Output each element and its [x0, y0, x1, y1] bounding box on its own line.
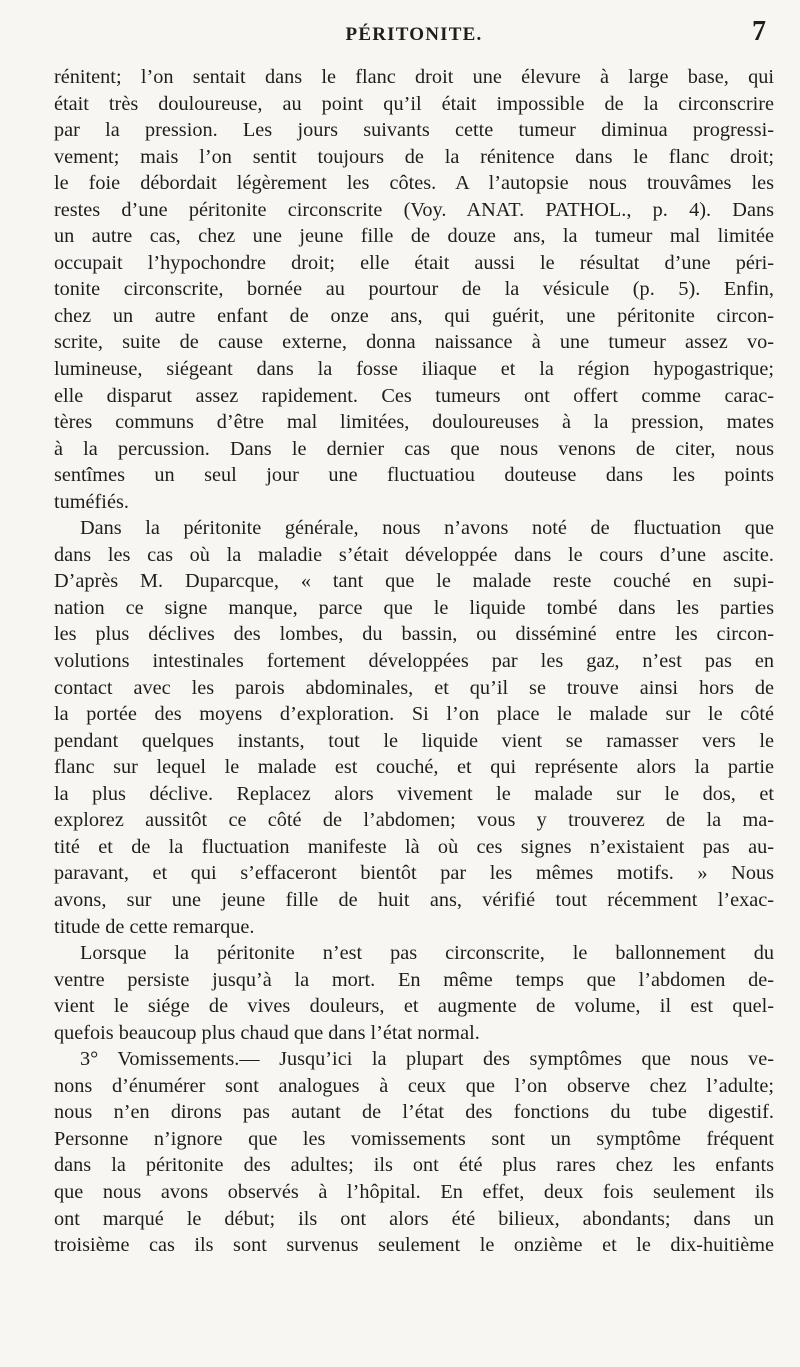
text-line: scrite, suite de cause externe, donna naissance à une tumeur assez vo- [54, 331, 774, 354]
text-line: ventre persiste jusqu’à la mort. En même temps que l’abdomen de- [54, 968, 774, 991]
text-line: flanc sur lequel le malade est couché, et qui représente alors la partie [54, 756, 774, 779]
text-line: troisième cas ils sont survenus seulement le onzième et le dix-huitième [54, 1234, 774, 1257]
text-line: que nous avons observés à l’hôpital. En effet, deux fois seulement ils [54, 1180, 774, 1203]
text-line: le foie débordait légèrement les côtes. A l’autopsie nous trouvâmes les [54, 172, 774, 195]
text-line: titude de cette remarque. [54, 915, 255, 938]
text-line: pendant quelques instants, tout le liquide vient se ramasser vers le [54, 729, 774, 752]
text-line: un autre cas, chez une jeune fille de douze ans, la tumeur mal limitée [54, 225, 774, 248]
text-line: paravant, et qui s’effaceront bientôt par les mêmes motifs. » Nous [54, 862, 774, 885]
paragraph-start-line: 3° Vomissements.— Jusqu’ici la plupart des symptômes que nous ve- [80, 1048, 774, 1071]
text-line: la plus déclive. Replacez alors vivement le malade sur le dos, et [54, 782, 774, 805]
text-line: nons d’énumérer sont analogues à ceux que l’on observe chez l’adulte; [54, 1074, 774, 1097]
text-line: contact avec les parois abdominales, et qu’il se trouve ainsi hors de [54, 676, 774, 699]
body-text [54, 64, 774, 1259]
text-line: Personne n’ignore que les vomissements sont un symptôme fréquent [54, 1127, 774, 1150]
text-line: restes d’une péritonite circonscrite (Voy. ANAT. PATHOL., p. 4). Dans [54, 198, 774, 221]
text-line: dans la péritonite des adultes; ils ont été plus rares chez les enfants [54, 1154, 774, 1177]
paragraph-start-line: Lorsque la péritonite n’est pas circonscrite, le ballonnement du [80, 942, 774, 965]
text-line: elle disparut assez rapidement. Ces tumeurs ont offert comme carac- [54, 384, 774, 407]
running-title: PÉRITONITE. [345, 24, 483, 45]
text-line: tuméfiés. [54, 490, 129, 513]
text-line: volutions intestinales fortement développées par les gaz, n’est pas en [54, 650, 774, 673]
text-line: vient le siége de vives douleurs, et augmente de volume, il est quel- [54, 995, 774, 1018]
text-line: la portée des moyens d’exploration. Si l’on place le malade sur le côté [54, 703, 774, 726]
text-line: les plus déclives des lombes, du bassin, ou disséminé entre les circon- [54, 623, 774, 646]
text-line: occupait l’hypochondre droit; elle était aussi le résultat d’une péri- [54, 251, 774, 274]
text-line: ont marqué le début; ils ont alors été bilieux, abondants; dans un [54, 1207, 774, 1230]
text-line: rénitent; l’on sentait dans le flanc droit une élevure à large base, qui [54, 66, 774, 88]
text-line: par la pression. Les jours suivants cette tumeur diminua progressi- [54, 119, 774, 142]
text-line: chez un autre enfant de onze ans, qui guérit, une péritonite circon- [54, 304, 774, 327]
text-line: tité et de la fluctuation manifeste là où ces signes n’existaient pas au- [54, 835, 774, 858]
text-line: quefois beaucoup plus chaud que dans l’état normal. [54, 1021, 480, 1044]
text-line: nous n’en dirons pas autant de l’état des fonctions du tube digestif. [54, 1101, 774, 1124]
text-line: était très douloureuse, au point qu’il était impossible de la circonscrire [54, 92, 774, 115]
text-line: nation ce signe manque, parce que le liquide tombé dans les parties [54, 596, 774, 619]
text-line: vement; mais l’on sentit toujours de la rénitence dans le flanc droit; [54, 145, 774, 168]
page-number: 7 [752, 16, 766, 47]
running-header [54, 16, 774, 52]
text-line: sentîmes un seul jour une fluctuatiou douteuse dans les points [54, 464, 774, 487]
text-line: avons, sur une jeune fille de huit ans, vérifié tout récemment l’exac- [54, 888, 774, 911]
text-line: D’après M. Duparcque, « tant que le malade reste couché en supi- [54, 570, 774, 593]
text-line: lumineuse, siégeant dans la fosse iliaque et la région hypogastrique; [54, 358, 774, 381]
text-line: à la percussion. Dans le dernier cas que nous venons de citer, nous [54, 437, 774, 460]
text-line: tères communs d’être mal limitées, douloureuses à la pression, mates [54, 411, 774, 434]
text-line: tonite circonscrite, bornée au pourtour de la vésicule (p. 5). Enfin, [54, 278, 774, 301]
text-line: explorez aussitôt ce côté de l’abdomen; vous y trouverez de la ma- [54, 809, 774, 832]
text-line: dans les cas où la maladie s’était développée dans le cours d’une ascite. [54, 543, 774, 566]
paragraph-start-line: Dans la péritonite générale, nous n’avons noté de fluctuation que [80, 517, 774, 540]
